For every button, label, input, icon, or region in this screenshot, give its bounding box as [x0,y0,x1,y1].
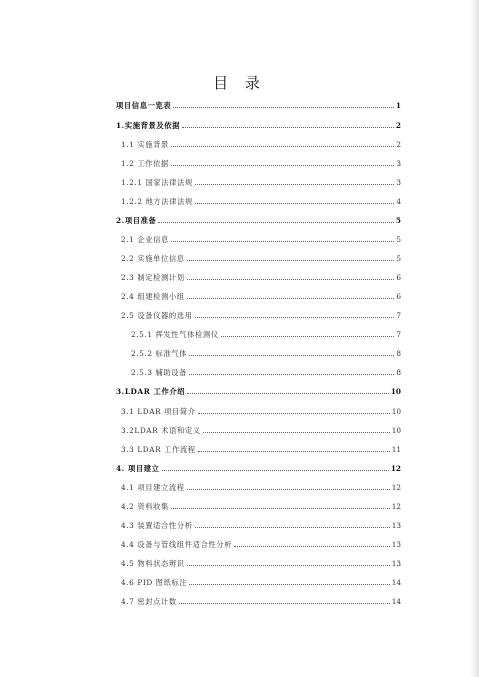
toc-page-number: 8 [396,368,401,377]
toc-page-number: 5 [395,216,401,225]
toc-entry-label: 4.6 PID 图纸标注 [121,578,188,587]
toc-leader-dots [189,374,394,375]
toc-entry-label: 3.1 LDAR 项目简介 [121,407,196,416]
toc-entry[interactable] [121,135,401,149]
toc-leader-dots [171,241,394,242]
toc-entry-label: 2.1 企业信息 [121,235,169,244]
toc-entry[interactable] [121,497,401,511]
toc-entry[interactable] [121,173,401,187]
toc-page-number: 5 [396,235,401,244]
toc-entry[interactable] [121,478,401,492]
toc-entry-label: 4.4 设备与管线组件适合性分析 [121,540,233,549]
toc-page-number: 14 [391,597,401,606]
toc-leader-dots [234,546,390,547]
toc-entry[interactable] [121,402,401,416]
toc-entry[interactable] [121,440,401,454]
toc-page-number: 13 [391,521,401,530]
toc-entry[interactable] [116,116,401,130]
toc-entry[interactable] [121,573,401,587]
toc-entry[interactable] [121,535,401,549]
toc-entry[interactable] [121,306,401,320]
toc-leader-dots [187,260,395,261]
toc-leader-dots [221,336,395,337]
toc-entry-label: 4. 项目建立 [116,464,160,473]
toc-entry[interactable] [116,382,401,396]
toc-entry[interactable] [121,192,401,206]
toc-entry-label: 3.2LDAR 术语和定义 [121,426,201,435]
toc-leader-dots [198,413,390,414]
toc-entry-label: 4.1 项目建立流程 [121,483,185,492]
toc-leader-dots [198,451,390,452]
toc-leader-dots [187,489,390,490]
toc-leader-dots [189,355,394,356]
toc-leader-dots [195,317,395,318]
toc-leader-dots [182,127,394,128]
toc-page-number: 10 [391,426,401,435]
toc-page-number: 5 [396,254,401,263]
toc-leader-dots [189,584,389,585]
toc-entry-label: 2.3 制定检测计划 [121,273,185,282]
toc-entry-label: 1.1 实施背景 [121,140,169,149]
toc-leader-dots [171,146,394,147]
toc-page-number: 13 [391,540,401,549]
toc-page-number: 3 [396,178,401,187]
toc-title: 目 录 [213,74,266,92]
toc-entry-label: 4.7 密封点计数 [121,597,177,606]
toc-entry[interactable] [121,592,401,606]
toc-page-number: 14 [391,578,401,587]
toc-entry[interactable] [121,268,401,282]
toc-entry-label: 2.4 组建检测小组 [121,292,185,301]
toc-entry-label: 2.项目准备 [116,216,157,225]
toc-leader-dots [158,222,394,223]
toc-entry-label: 4.3 装置适合性分析 [121,521,193,530]
toc-page-number: 6 [396,273,401,282]
toc-page-number: 10 [390,387,401,396]
toc-leader-dots [162,470,389,471]
toc-entry[interactable] [121,516,401,530]
toc-entry-label: 2.5.2 标准气体 [131,349,188,358]
toc-leader-dots [173,107,394,108]
toc-entry-label: 1.实施背景及依据 [116,121,181,130]
toc-leader-dots [187,393,389,394]
toc-leader-dots [179,603,390,604]
toc-leader-dots [187,565,390,566]
toc-entry-label: 1.2.1 国家法律法规 [121,178,193,187]
toc-page-number: 11 [391,445,401,454]
toc-page-number: 4 [396,197,401,206]
toc-entry[interactable] [131,363,401,377]
toc-leader-dots [203,432,390,433]
toc-entry[interactable] [116,211,401,225]
toc-leader-dots [195,527,390,528]
toc-entry[interactable] [121,249,401,263]
toc-entry-label: 2.5.3 辅助设备 [131,368,188,377]
toc-entry-label: 3.3 LDAR 工作流程 [121,445,196,454]
toc-leader-dots [195,184,394,185]
toc-leader-dots [171,508,390,509]
toc-page-number: 6 [396,292,401,301]
toc-leader-dots [195,203,394,204]
toc-page-number: 7 [396,330,401,339]
toc-page-number: 13 [391,559,401,568]
toc-leader-dots [187,279,395,280]
toc-entry[interactable] [116,96,401,110]
toc-entry[interactable] [121,154,401,168]
toc-entry-label: 项目信息一览表 [116,101,172,110]
toc-page-number: 12 [390,464,401,473]
page-edge-shadow [469,0,479,677]
toc-entry[interactable] [121,230,401,244]
toc-entry-label: 2.5.1 挥发性气体检测仪 [131,330,219,339]
toc-entry[interactable] [131,325,401,339]
toc-page-number: 7 [396,311,401,320]
toc-page-number: 10 [391,407,401,416]
toc-entry[interactable] [116,459,401,473]
toc-entry-label: 3.LDAR 工作介绍 [116,387,186,396]
toc-entry-label: 4.2 资料收集 [121,502,169,511]
toc-entry-label: 1.2 工作依据 [121,159,169,168]
toc-entry[interactable] [121,554,401,568]
toc-entry-label: 4.5 物料状态辨识 [121,559,185,568]
toc-entry[interactable] [121,287,401,301]
toc-entry[interactable] [121,421,401,435]
toc-page-number: 1 [395,101,401,110]
toc-page-number: 12 [391,483,401,492]
toc-entry-label: 2.2 实施单位信息 [121,254,185,263]
toc-page-number: 8 [396,349,401,358]
toc-page-number: 12 [391,502,401,511]
toc-page-number: 3 [396,159,401,168]
toc-entry-label: 2.5 设备仪器的选用 [121,311,193,320]
toc-leader-dots [171,165,394,166]
toc-page-number: 2 [396,140,401,149]
toc-leader-dots [187,298,395,299]
toc-entry-label: 1.2.2 地方法律法规 [121,197,193,206]
toc-page-number: 2 [395,121,401,130]
toc-entry[interactable] [131,344,401,358]
